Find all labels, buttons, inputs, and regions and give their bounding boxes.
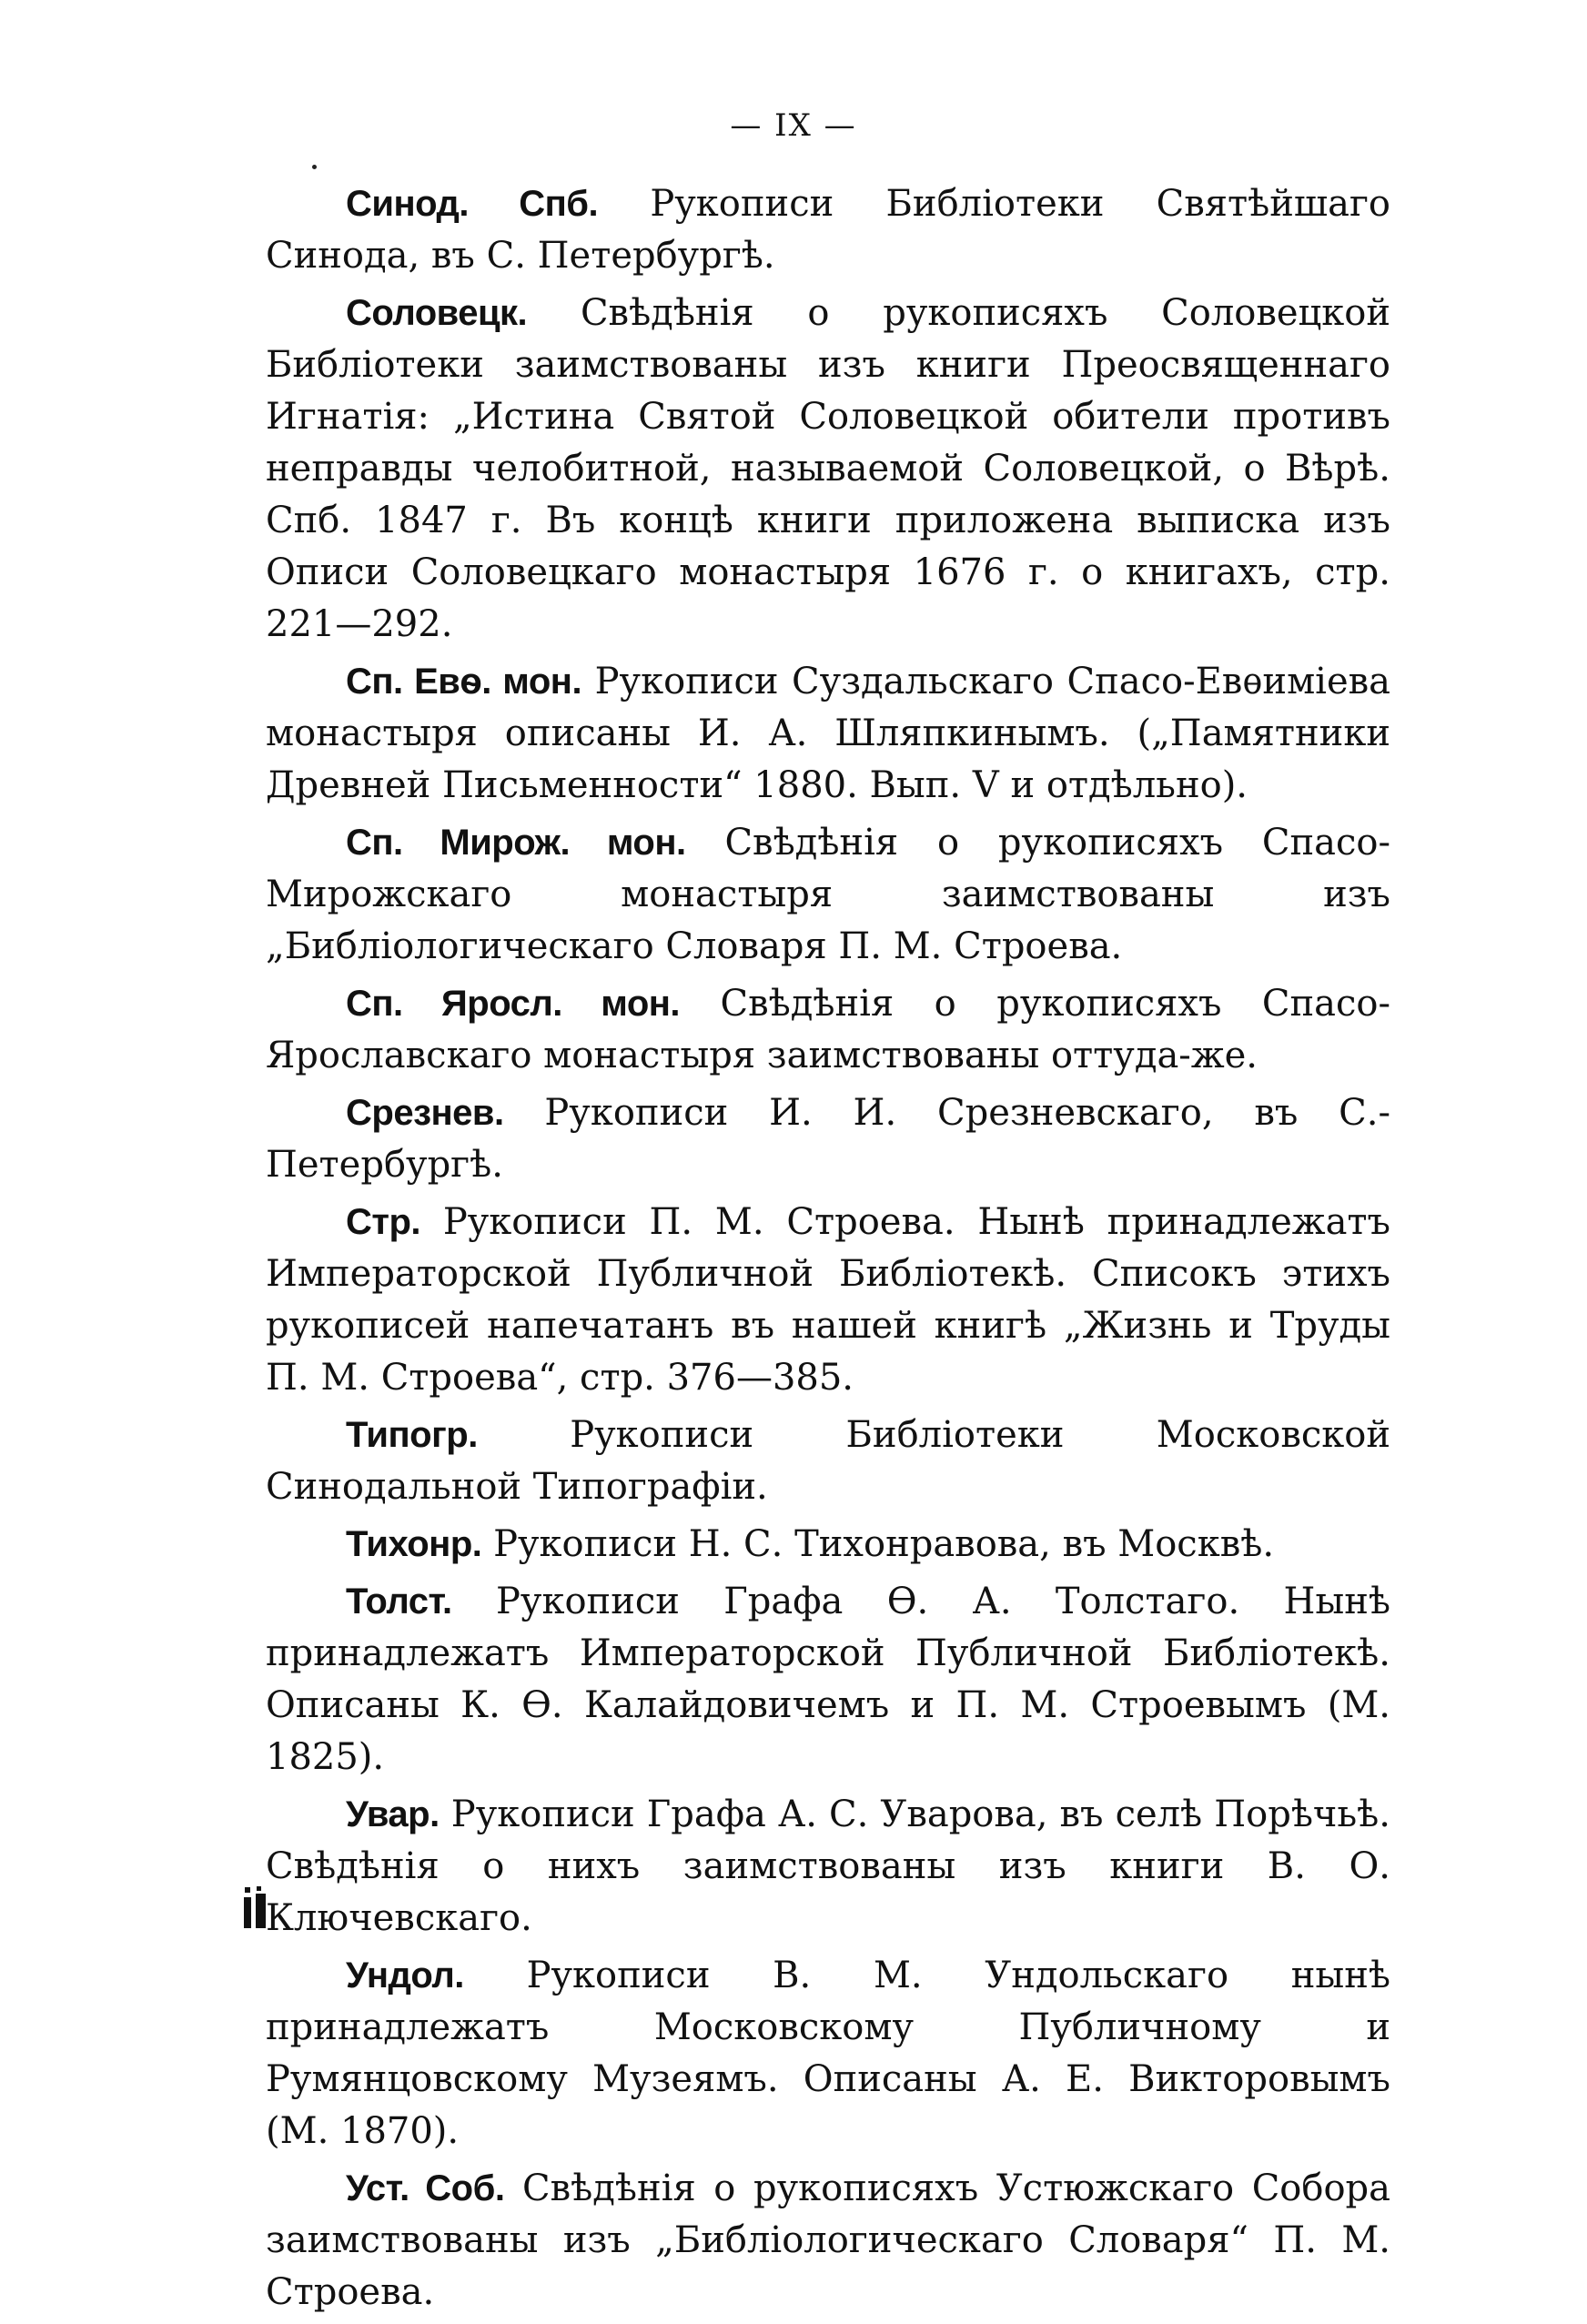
entry-description: Рукописи П. М. Строева. Нынѣ принадлежатъ Императорской Публичной Библіотекѣ. Списокъ этихъ рукописей напечатанъ въ нашей книгѣ „Жизнь и Труды П. М. Строева“, стр. 376—385.: [266, 1201, 1390, 1399]
entry-abbreviation: Срезнев.: [346, 1093, 504, 1133]
entry-abbreviation: Тихонр.: [346, 1524, 482, 1564]
entry-description: Свѣдѣнія о рукописяхъ Устюжскаго Собора заимствованы изъ „Библіологическаго Словаря“ П. М. Строева.: [266, 2167, 1390, 2313]
list-item: [266, 1519, 1390, 1571]
entry-description: Свѣдѣнія о рукописяхъ Соловецкой Библіотеки заимствованы изъ книги Преосвященнаго Игнатія: „Истина Святой Соловецкой обители противъ неправды челобитной, называемой Соловецкой, о Вѣрѣ. Спб. 1847 г. Въ концѣ книги приложена выписка изъ Описи Соловецкаго монастыря 1676 г. о книгахъ, стр. 221—292.: [266, 292, 1390, 645]
entry-abbreviation: Уст. Соб.: [346, 2168, 505, 2208]
entry-description: Рукописи Н. С. Тихонравова, въ Москвѣ.: [493, 1523, 1275, 1565]
entry-abbreviation: Толст.: [346, 1581, 452, 1622]
list-item: [266, 1576, 1390, 1783]
entry-abbreviation: Стр.: [346, 1202, 421, 1242]
list-item: [266, 288, 1390, 651]
entry-abbreviation: Типогр.: [346, 1415, 478, 1455]
list-item: [266, 1789, 1390, 1945]
entry-description: Рукописи Суздальскаго Спасо-Евѳиміева монастыря описаны И. А. Шляпкинымъ. („Памятники Древней Письменности“ 1880. Вып. V и отдѣльно).: [266, 661, 1391, 806]
entry-abbreviation: Сп. Евѳ. мон.: [346, 662, 582, 702]
page-number: — IX —: [730, 107, 857, 144]
list-item: [266, 1087, 1390, 1191]
entry-description: Свѣдѣнія о рукописяхъ Спасо-Ярославскаго монастыря заимствованы оттуда-же.: [266, 983, 1390, 1076]
list-item: [266, 978, 1390, 1082]
abbreviation-list: [266, 178, 1390, 2324]
entry-description: Рукописи И. И. Срезневскаго, въ С.-Петербургѣ.: [266, 1092, 1390, 1186]
list-item: [266, 1197, 1390, 1404]
entry-description: Рукописи В. М. Ундольскаго нынѣ принадлежатъ Московскому Публичному и Румянцовскому Музеямъ. Описаны А. Е. Викторовымъ (М. 1870).: [266, 1955, 1390, 2152]
entry-description: Рукописи Библіотеки Святѣйшаго Синода, въ С. Петербургѣ.: [266, 183, 1390, 277]
margin-mark-icon: [242, 1884, 271, 1930]
entry-abbreviation: Синод. Спб.: [346, 184, 599, 224]
entry-abbreviation: Соловецк.: [346, 293, 528, 333]
list-item: [266, 817, 1390, 973]
entry-description: Рукописи Графа Ѳ. А. Толстаго. Нынѣ принадлежатъ Императорской Публичной Библіотекѣ. Описаны К. Ѳ. Калайдовичемъ и П. М. Строевымъ (М. 1825).: [266, 1581, 1391, 1778]
ink-speck: [312, 165, 317, 169]
entry-abbreviation: Увар.: [346, 1794, 440, 1834]
entry-abbreviation: Сп. Мирож. мон.: [346, 823, 686, 863]
entry-description: Рукописи Графа А. С. Уварова, въ селѣ Порѣчьѣ. Свѣдѣнія о нихъ заимствованы изъ книги В. О. Ключевскаго.: [266, 1794, 1390, 1939]
entry-abbreviation: Ундол.: [346, 1955, 464, 1996]
list-item: [266, 178, 1390, 282]
list-item: [266, 656, 1390, 812]
list-item: [266, 1950, 1390, 2157]
entry-abbreviation: Сп. Яросл. мон.: [346, 984, 681, 1024]
list-item: [266, 1410, 1390, 1513]
entry-description: Рукописи Библіотеки Московской Синодальной Типографіи.: [266, 1414, 1390, 1508]
entry-description: Свѣдѣнія о рукописяхъ Спасо-Мирожскаго монастыря заимствованы изъ „Библіологическаго Словаря П. М. Строева.: [266, 822, 1390, 967]
list-item: [266, 2163, 1390, 2319]
